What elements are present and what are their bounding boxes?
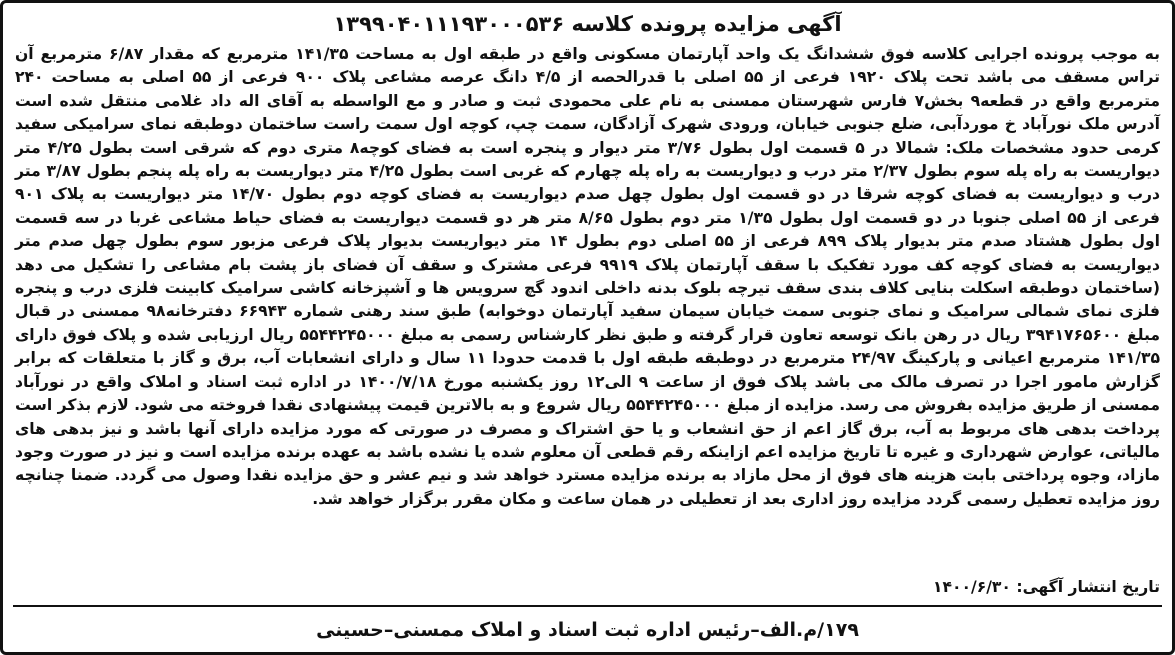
notice-signature: ۱۷۹/م.الف–رئیس اداره ثبت اسناد و املاک ممسنی–حسینی <box>316 619 859 641</box>
notice-title: آگهی مزایده پرونده کلاسه ۱۳۹۹۰۴۰۱۱۱۹۳۰۰۰۵۳۶ <box>333 12 842 36</box>
notice-body: به موجب پرونده اجرایی کلاسه فوق ششدانگ یک واحد آپارتمان مسکونی واقع در طبقه اول به مساحت ۱۴۱/۳۵ مترمربع که مقدار ۶/۸۷ مترمربع آن تراس مسقف می باشد تحت پلاک ۱۹۲۰ فرعی از ۵۵ اصلی با قدرالحصه از ۴/۵ دانگ عرصه مشاعی پلاک ۹۰۰ فرعی از ۵۵ اصلی به مساحت ۲۴۰ مترمربع واقع در قطعه۹ بخش۷ فارس شهرستان ممسنی به نام علی محمودی ثبت و صادر و مع الواسطه به آقای اله داد غلامی منتقل شده است آدرس ملک نورآباد خ موردآبی، ضلع جنوبی خیابان، ورودی شهرک آزادگان، سمت چپ، کوچه اول سمت راست ساختمان دوطبقه نمای سرامیکی سفید کرمی حدود مشخصات ملک: شمالا در ۵ قسمت اول بطول ۳/۷۶ متر دیوار و پنجره است به فضای کوچه۸ متری دوم که شرقی است بطول ۴/۲۵ متر دیواریست به راه پله سوم بطول ۲/۳۷ متر درب و دیواریست به راه پله چهارم که غربی است بطول ۴/۲۵ متر دیواریست به راه پله پنجم بطول ۳/۸۷ متر درب و دیواریست به فضای کوچه شرقا در دو قسمت اول بطول چهل صدم دیواریست به فضای کوچه دوم بطول ۱۴/۷۰ متر دیواریست به پلاک ۹۰۱ فرعی از ۵۵ اصلی جنوبا در دو قسمت اول بطول ۱/۳۵ متر دوم بطول ۸/۶۵ متر هر دو قسمت دیواریست به فضای حیاط مشاعی غربا در سه قسمت اول بطول هشتاد صدم متر بدیوار پلاک ۸۹۹ فرعی از ۵۵ اصلی دوم بطول ۱۴ متر دیواریست بدیوار پلاک فرعی مزبور سوم بطول چهل صدم متر دیواریست به فضای کوچه کف مورد تفکیک با سقف آپارتمان پلاک ۹۹۱۹ فرعی مشترک و سقف آن فضای باز پشت بام مشاعی را تشکیل می دهد (ساختمان دوطبقه اسکلت بنایی کلاف بندی سقف تیرچه بلوک بدنه داخلی اندود گچ سرویس ها و آشپزخانه کاشی سرامیک کابینت فلزی درب و پنجره فلزی نمای شمالی سرامیک و نمای جنوبی سمت خیابان سیمان سفید آپارتمان دوخوابه) طبق سند رهنی شماره ۶۶۹۴۳ دفترخانه۹۸ ممسنی در قبال مبلغ ۳۹۴۱۷۶۵۶۰۰ ریال در رهن بانک توسعه تعاون قرار گرفته و طبق نظر کارشناس رسمی به مبلغ ۵۵۴۴۲۴۵۰۰۰ ریال ارزیابی شده و پلاک فوق دارای ۱۴۱/۳۵ مترمربع اعیانی و پارکینگ ۲۴/۹۷ مترمربع در دوطبقه طبقه اول با قدمت حدودا ۱۱ سال و دارای انشعابات آب، برق و گاز با متعلقات که برابر گزارش مامور اجرا در تصرف مالک می باشد پلاک فوق از ساعت ۹ الی۱۲ روز یکشنبه مورخ ۱۴۰۰/۷/۱۸ در اداره ثبت اسناد و املاک واقع در نورآباد ممسنی از طریق مزایده بفروش می رسد. مزایده از مبلغ ۵۵۴۴۲۴۵۰۰۰ ریال شروع و به بالاترین قیمت پیشنهادی نقدا فروخته می شود. لازم بذکر است پرداخت بدهی های مربوط به آب، برق گاز اعم از حق انشعاب و یا حق اشتراک و مصرف در صورتی که مورد مزایده دارای آنها باشد و نیز بدهی های مالیاتی، عوارض شهرداری و غیره تا تاریخ مزایده اعم ازاینکه رقم قطعی آن معلوم شده یا نشده باشد به عهده برنده مزایده است و نیز در صورت وجود مازاد، وجوه پرداختی بابت هزینه های فوق از محل مازاد به برنده مزایده مسترد خواهد شد و نیم عشر و حق مزایده نقدا وصول می گردد. ضمنا چنانچه روز مزایده تعطیل رسمی گردد مزایده روز اداری بعد از تعطیلی در همان ساعت و مکان مقرر برگزار خواهد شد. <box>15 45 1161 508</box>
footer-divider <box>13 605 1162 607</box>
publication-date: تاریخ انتشار آگهی: ۱۴۰۰/۶/۳۰ <box>932 578 1160 596</box>
